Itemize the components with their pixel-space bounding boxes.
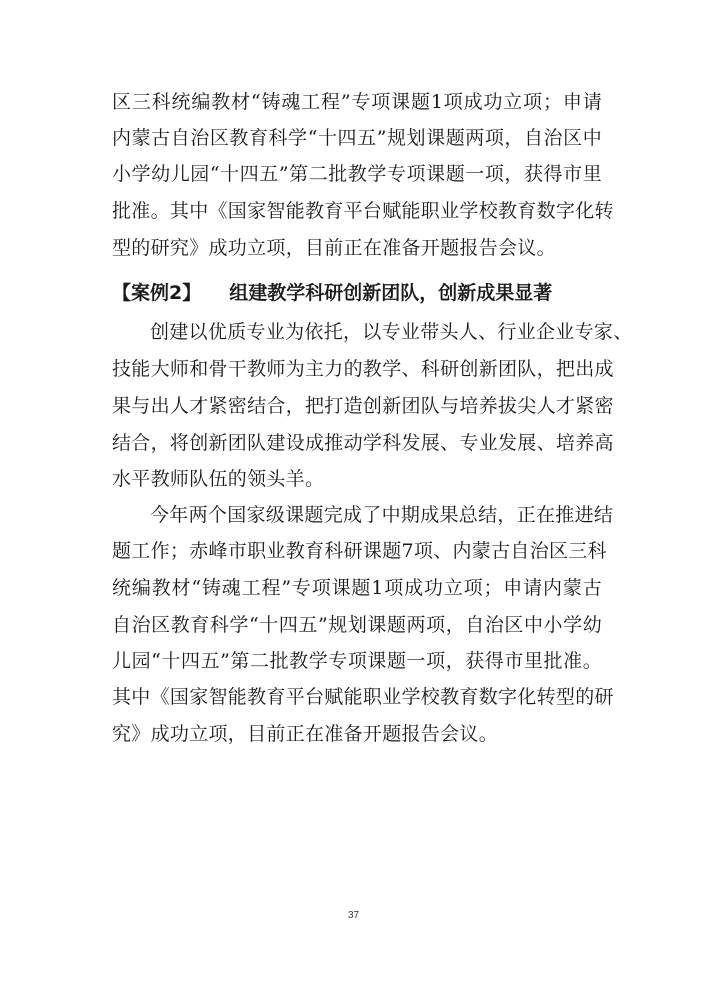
paragraph-3-line: 究》成功立项，目前正在准备开题报告会议。 (112, 723, 499, 745)
paragraph-2-line: 结合，将创新团队建设成推动学科发展、专业发展、培养高 (112, 432, 614, 454)
intro-paragraph-line: 内蒙古自治区教育科学“十四五”规划课题两项，自治区中 (112, 127, 602, 149)
intro-paragraph-line: 型的研究》成功立项，目前正在准备开题报告会议。 (112, 237, 556, 259)
paragraph-2-line: 创建以优质专业为依托，以专业带头人、行业企业专家、 (150, 321, 633, 343)
intro-paragraph-line: 区三科统编教材“铸魂工程”专项课题1项成功立项；申请 (112, 91, 602, 113)
paragraph-3-line: 今年两个国家级课题完成了中期成果总结，正在推进结 (150, 504, 614, 526)
case-heading (112, 276, 552, 310)
paragraph-2-line: 果与出人才紧密结合，把打造创新团队与培养拔尖人才紧密 (112, 395, 614, 417)
paragraph-3-line: 自治区教育科学“十四五”规划课题两项，自治区中小学幼 (112, 614, 602, 636)
intro-paragraph-line: 小学幼儿园“十四五”第二批教学专项课题一项，获得市里 (112, 163, 602, 185)
paragraph-3-line: 其中《国家智能教育平台赋能职业学校教育数字化转型的研 (112, 686, 614, 708)
paragraph-3-line: 儿园“十四五”第二批教学专项课题一项，获得市里批准。 (112, 650, 602, 672)
page-number: 37 (347, 910, 360, 921)
paragraph-3-line: 题工作；赤峰市职业教育科研课题7项、内蒙古自治区三科 (112, 540, 607, 562)
paragraph-3-line: 统编教材“铸魂工程”专项课题1项成功立项；申请内蒙古 (112, 577, 602, 599)
paragraph-2-line: 技能大师和骨干教师为主力的教学、科研创新团队，把出成 (112, 358, 614, 380)
intro-paragraph-line: 批准。其中《国家智能教育平台赋能职业学校教育数字化转 (112, 200, 614, 222)
case-label: 【案例2】 (112, 282, 202, 304)
case-title: 组建教学科研创新团队，创新成果显著 (229, 282, 553, 304)
paragraph-2-line: 水平教师队伍的领头羊。 (112, 468, 325, 490)
